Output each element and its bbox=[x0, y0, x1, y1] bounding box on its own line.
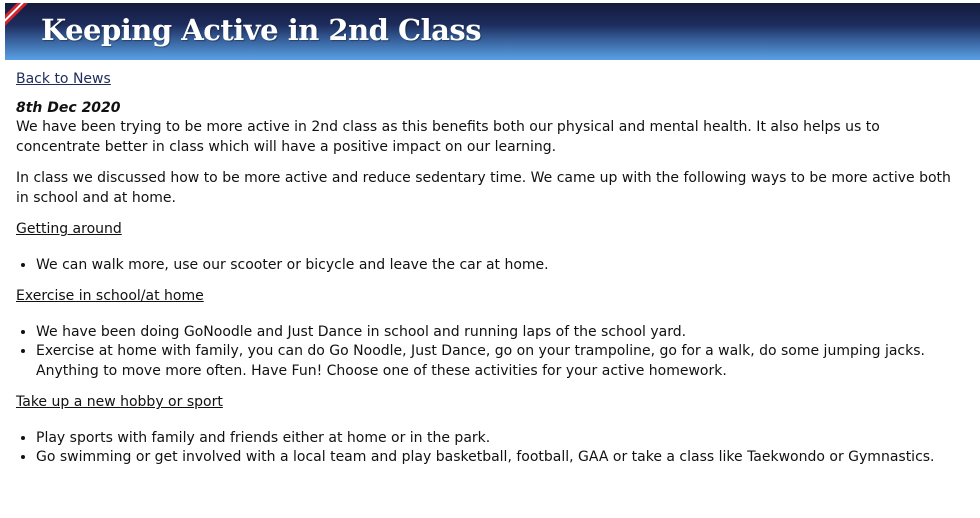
list-item: • We have been doing GoNoodle and Just Dance in school and running laps of the school yard. bbox=[36, 323, 961, 343]
section-heading-getting-around: Getting around bbox=[16, 221, 122, 237]
exercise-list bbox=[16, 323, 961, 382]
article-content bbox=[16, 70, 961, 480]
getting-around-list bbox=[16, 256, 961, 276]
intro-paragraph: We have been trying to be more active in 2nd class as this benefits both our physical and mental health. It also helps us to concentrate better in class which will have a positive impact on our learning. bbox=[16, 119, 880, 155]
corner-ribbon-icon bbox=[5, 3, 33, 31]
section-heading-hobby-sport: Take up a new hobby or sport bbox=[16, 394, 223, 410]
hobby-sport-list bbox=[16, 429, 961, 468]
list-item: • Play sports with family and friends either at home or in the park. bbox=[36, 429, 961, 449]
page-title: Keeping Active in 2nd Class bbox=[41, 13, 482, 47]
back-to-news-link[interactable]: Back to News bbox=[16, 71, 111, 87]
list-item: • Exercise at home with family, you can do Go Noodle, Just Dance, go on your trampoline, go for a walk, do some jumping jacks. Anything to move more often. Have Fun! Choose one of these activities for your active homework. bbox=[36, 342, 961, 381]
list-item: • We can walk more, use our scooter or bicycle and leave the car at home. bbox=[36, 256, 961, 276]
page-header-banner bbox=[5, 3, 980, 60]
section-heading-exercise: Exercise in school/at home bbox=[16, 288, 204, 304]
article-date: 8th Dec 2020 bbox=[16, 99, 121, 116]
list-item: • Go swimming or get involved with a local team and play basketball, football, GAA or take a class like Taekwondo or Gymnastics. bbox=[36, 448, 961, 468]
discussion-paragraph: In class we discussed how to be more active and reduce sedentary time. We came up with the following ways to be more active both in school and at home. bbox=[16, 170, 951, 206]
